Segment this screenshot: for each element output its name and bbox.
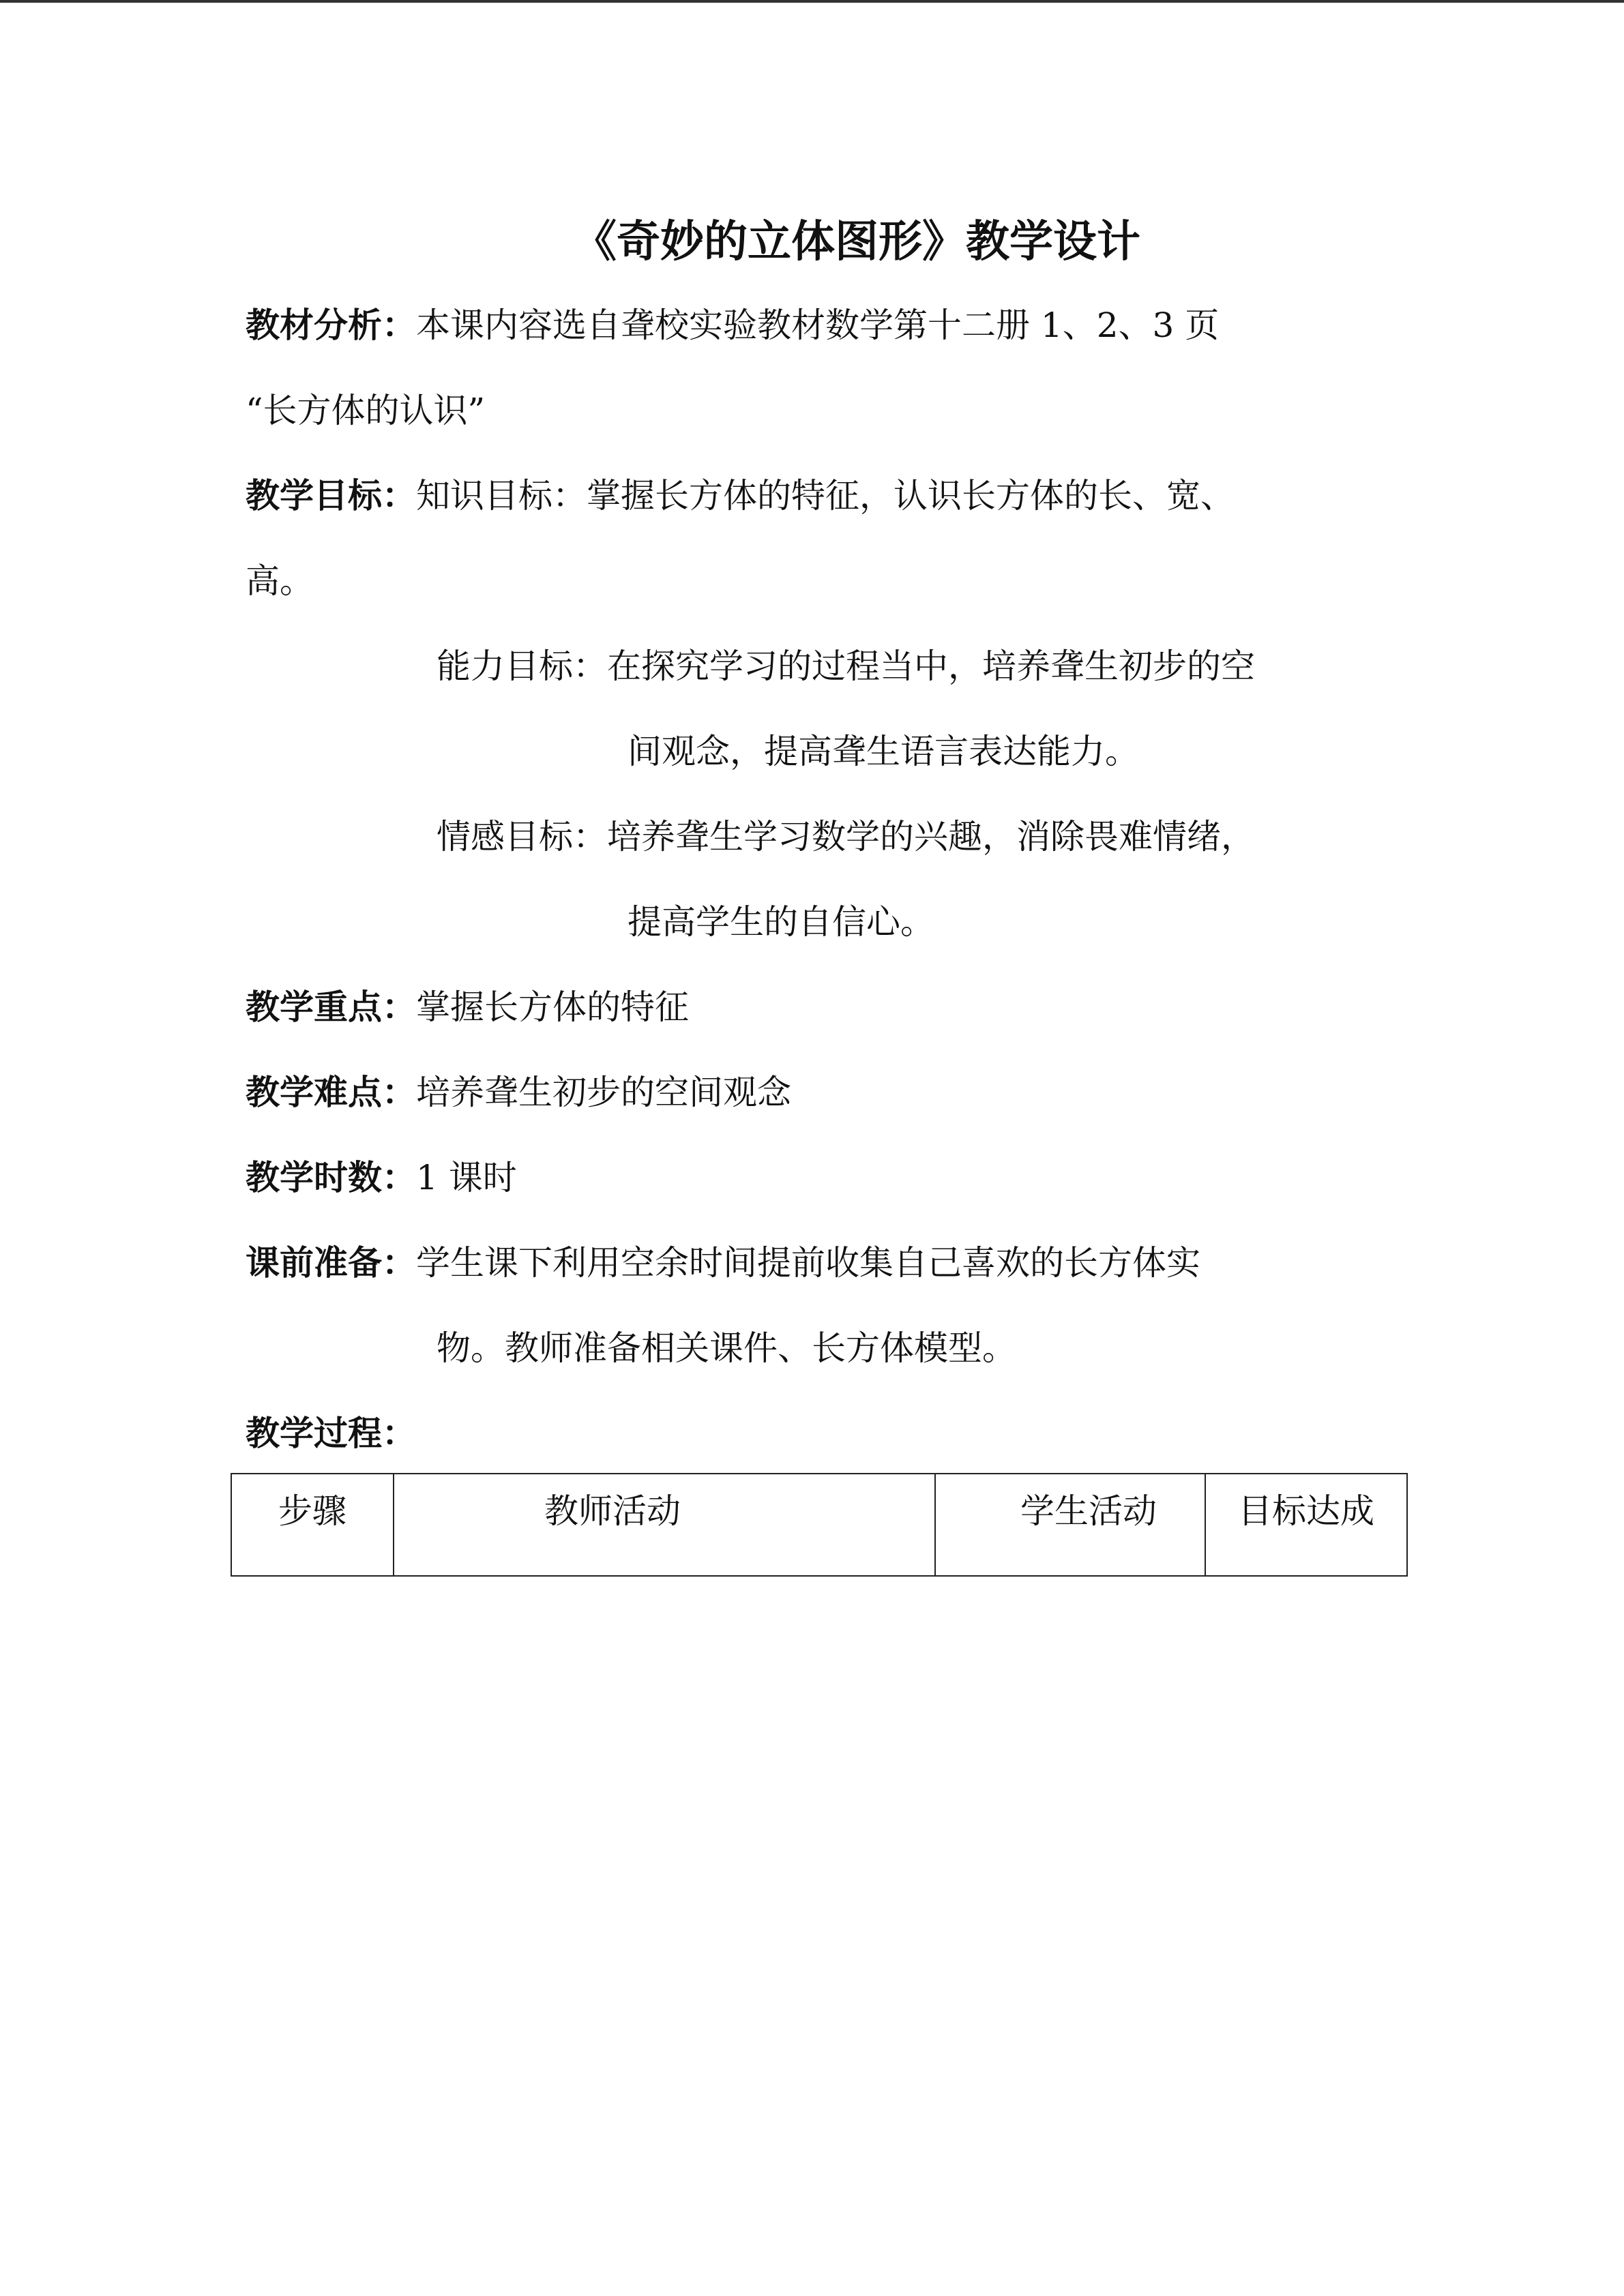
preparation-line xyxy=(246,1236,1200,1290)
ability-objective-text: 能力目标：在探究学习的过程当中，培养聋生初步的空 xyxy=(437,646,1255,686)
key-point-label: 教学重点： xyxy=(246,987,416,1027)
material-analysis-label: 教材分析： xyxy=(246,305,416,345)
preparation-label: 课前准备： xyxy=(246,1243,416,1283)
teaching-hours-line xyxy=(246,1150,517,1205)
material-analysis-continuation: “长方体的认识” xyxy=(246,391,486,430)
teaching-process-label: 教学过程： xyxy=(246,1414,416,1453)
header-goal-achievement: 目标达成 xyxy=(1205,1474,1407,1576)
teaching-objectives-label: 教学目标： xyxy=(246,476,416,516)
teaching-objectives-line xyxy=(246,468,1235,523)
teaching-hours-text: 1 课时 xyxy=(416,1158,517,1197)
emotion-objective-text: 情感目标：培养聋生学习数学的兴趣，消除畏难情绪， xyxy=(437,817,1255,856)
teaching-process-table xyxy=(231,1473,1408,1577)
difficulty-line xyxy=(246,1065,791,1120)
table-header-row xyxy=(231,1474,1407,1576)
preparation-text: 学生课下利用空余时间提前收集自己喜欢的长方体实 xyxy=(416,1243,1200,1283)
ability-objective-continuation: 间观念，提高聋生语言表达能力。 xyxy=(628,732,1139,771)
header-steps: 步骤 xyxy=(231,1474,394,1576)
teaching-hours-label: 教学时数： xyxy=(246,1158,416,1197)
knowledge-objective-continuation: 高。 xyxy=(246,561,314,601)
key-point-line xyxy=(246,980,689,1034)
header-student-activity: 学生活动 xyxy=(935,1474,1205,1576)
page-top-border xyxy=(0,0,1624,3)
key-point-text: 掌握长方体的特征 xyxy=(416,987,689,1027)
material-analysis-line xyxy=(246,298,1219,353)
emotion-objective-continuation: 提高学生的自信心。 xyxy=(628,902,934,942)
header-teacher-activity: 教师活动 xyxy=(394,1474,935,1576)
preparation-continuation: 物。教师准备相关课件、长方体模型。 xyxy=(437,1328,1016,1368)
knowledge-objective-text: 知识目标：掌握长方体的特征，认识长方体的长、宽、 xyxy=(416,476,1235,516)
difficulty-text: 培养聋生初步的空间观念 xyxy=(416,1073,791,1112)
material-analysis-text: 本课内容选自聋校实验教材数学第十二册 1、2、3 页 xyxy=(416,305,1220,345)
document-title: 《奇妙的立体图形》教学设计 xyxy=(573,217,1140,267)
difficulty-label: 教学难点： xyxy=(246,1073,416,1112)
